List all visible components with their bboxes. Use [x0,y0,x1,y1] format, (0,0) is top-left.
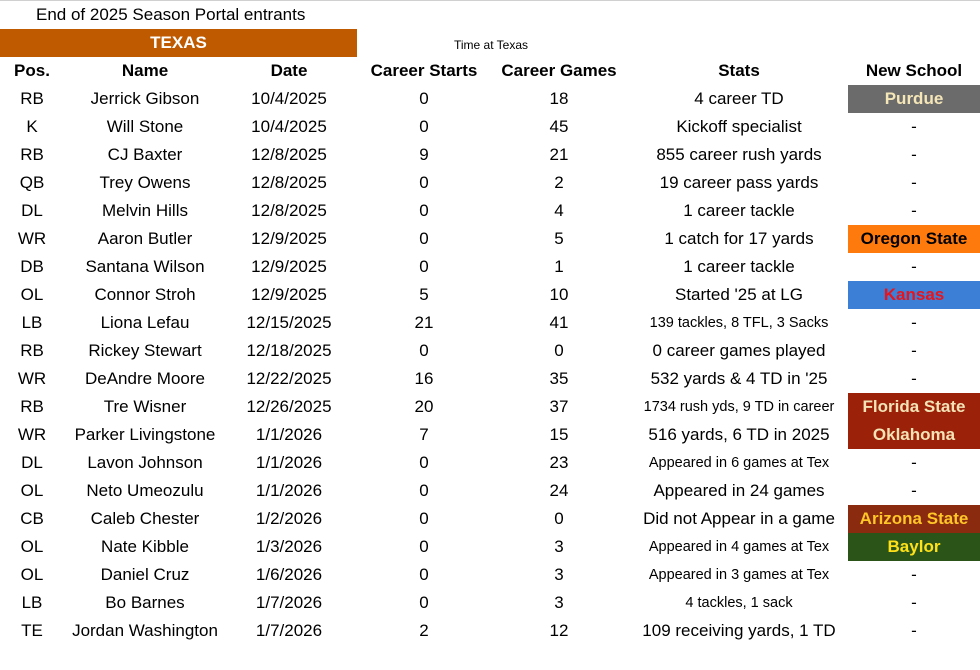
cell-career-games: 2 [554,173,564,192]
cell-career-starts: 16 [414,369,434,388]
cell-date: 1/7/2026 [255,593,323,612]
cell-name: Trey Owens [99,173,191,192]
cell-name: Nate Kibble [101,537,189,556]
cell-date: 1/2/2026 [255,509,323,528]
cell-pos: DB [20,257,44,276]
table-row [0,421,980,449]
cell-stats: Kickoff specialist [676,117,802,136]
cell-date: 1/3/2026 [255,537,323,556]
cell-name: Santana Wilson [85,257,205,276]
cell-new-school: - [911,173,917,192]
cell-new-school: - [911,145,917,164]
cell-career-games: 3 [554,593,564,612]
cell-name: Lavon Johnson [87,453,203,472]
cell-pos: WR [17,425,47,444]
cell-pos: OL [20,481,44,500]
cell-pos: OL [20,565,44,584]
cell-career-starts: 0 [419,341,429,360]
cell-stats: 1734 rush yds, 9 TD in career [643,399,835,415]
cell-stats: 139 tackles, 8 TFL, 3 Sacks [649,315,829,331]
cell-name: Parker Livingstone [74,425,216,444]
cell-pos: RB [20,341,44,360]
cell-name: Tre Wisner [103,397,187,416]
cell-pos: LB [21,313,43,332]
column-header-career-games: Career Games [501,61,617,80]
cell-stats: Started '25 at LG [675,285,803,304]
table-row [0,253,980,281]
cell-career-starts: 0 [419,453,429,472]
cell-career-starts: 0 [419,257,429,276]
new-school-badge: Florida State [848,393,980,421]
cell-pos: DL [21,201,43,220]
cell-stats: 1 catch for 17 yards [664,229,814,248]
cell-career-starts: 0 [419,229,429,248]
cell-pos: RB [20,89,44,108]
column-header-pos: Pos. [14,61,50,80]
cell-pos: OL [20,285,44,304]
cell-new-school: - [911,117,917,136]
table-row [0,561,980,589]
cell-new-school: - [911,593,917,612]
table-row [0,617,980,645]
time-at-texas-note: Time at Texas [454,38,529,52]
cell-stats: Did not Appear in a game [643,509,835,528]
table-row [0,141,980,169]
cell-career-starts: 7 [419,425,429,444]
cell-stats: 532 yards & 4 TD in '25 [650,369,828,388]
cell-pos: TE [21,621,43,640]
cell-name: Caleb Chester [90,509,200,528]
cell-name: Jordan Washington [72,621,218,640]
sheet-top-border [0,0,980,1]
cell-career-games: 3 [554,537,564,556]
cell-name: Liona Lefau [100,313,190,332]
new-school-badge: Kansas [848,281,980,309]
table-row [0,393,980,421]
cell-stats: 0 career games played [652,341,826,360]
cell-date: 12/18/2025 [246,341,332,360]
column-header-career-starts: Career Starts [370,61,478,80]
cell-career-games: 3 [554,565,564,584]
cell-career-starts: 0 [419,173,429,192]
cell-career-games: 0 [554,341,564,360]
table-row [0,197,980,225]
cell-career-starts: 0 [419,89,429,108]
cell-career-games: 1 [554,257,564,276]
new-school-badge: Oklahoma [848,421,980,449]
cell-career-starts: 0 [419,117,429,136]
cell-career-games: 10 [549,285,569,304]
cell-name: Daniel Cruz [100,565,190,584]
cell-career-games: 45 [549,117,569,136]
cell-stats: Appeared in 3 games at Tex [648,567,830,583]
cell-date: 12/8/2025 [251,145,327,164]
cell-career-starts: 9 [419,145,429,164]
sheet-title: End of 2025 Season Portal entrants [36,5,306,24]
cell-stats: 516 yards, 6 TD in 2025 [648,425,830,444]
cell-stats: 1 career tackle [683,257,795,276]
cell-name: Bo Barnes [105,593,185,612]
new-school-badge: Oregon State [848,225,980,253]
cell-date: 1/6/2026 [255,565,323,584]
cell-pos: K [26,117,38,136]
cell-career-games: 18 [549,89,569,108]
cell-career-starts: 0 [419,537,429,556]
cell-career-starts: 5 [419,285,429,304]
cell-name: DeAndre Moore [84,369,205,388]
table-row [0,449,980,477]
column-header-stats: Stats [718,61,760,80]
table-header-row [0,57,980,85]
cell-pos: RB [20,145,44,164]
table-row [0,281,980,309]
cell-name: Aaron Butler [97,229,193,248]
cell-pos: WR [17,229,47,248]
cell-date: 12/22/2025 [246,369,332,388]
cell-career-starts: 0 [419,509,429,528]
cell-name: CJ Baxter [107,145,183,164]
cell-new-school: - [911,257,917,276]
column-header-name: Name [121,61,169,80]
table-row [0,169,980,197]
column-header-date: Date [270,61,308,80]
cell-stats: Appeared in 6 games at Tex [648,455,830,471]
cell-pos: WR [17,369,47,388]
cell-name: Melvin Hills [102,201,188,220]
cell-stats: Appeared in 4 games at Tex [648,539,830,555]
cell-name: Connor Stroh [94,285,196,304]
cell-stats: 4 tackles, 1 sack [685,595,793,611]
cell-career-games: 15 [549,425,569,444]
column-header-new-school: New School [865,61,963,80]
cell-career-starts: 0 [419,481,429,500]
cell-date: 12/26/2025 [246,397,332,416]
cell-date: 12/8/2025 [251,201,327,220]
cell-new-school: - [911,621,917,640]
new-school-badge: Baylor [848,533,980,561]
cell-date: 1/1/2026 [255,453,323,472]
cell-date: 1/1/2026 [255,481,323,500]
cell-pos: QB [19,173,45,192]
cell-date: 12/9/2025 [251,285,327,304]
cell-career-games: 21 [549,145,569,164]
cell-pos: LB [21,593,43,612]
table-row [0,85,980,113]
new-school-badge: Purdue [848,85,980,113]
cell-new-school: - [911,481,917,500]
cell-career-games: 4 [554,201,564,220]
cell-date: 10/4/2025 [251,117,327,136]
cell-date: 12/9/2025 [251,257,327,276]
cell-name: Rickey Stewart [88,341,202,360]
cell-new-school: - [911,201,917,220]
cell-new-school: - [911,313,917,332]
cell-career-starts: 0 [419,201,429,220]
cell-new-school: - [911,341,917,360]
cell-new-school: - [911,565,917,584]
cell-career-games: 35 [549,369,569,388]
table-row [0,309,980,337]
cell-pos: RB [20,397,44,416]
cell-career-starts: 20 [414,397,434,416]
cell-career-games: 12 [549,621,569,640]
cell-name: Will Stone [106,117,184,136]
cell-stats: 1 career tackle [683,201,795,220]
cell-date: 12/15/2025 [246,313,332,332]
cell-date: 12/8/2025 [251,173,327,192]
cell-career-games: 41 [549,313,569,332]
cell-pos: DL [21,453,43,472]
cell-date: 1/7/2026 [255,621,323,640]
table-row [0,505,980,533]
cell-date: 12/9/2025 [251,229,327,248]
cell-career-games: 37 [549,397,569,416]
new-school-badge: Arizona State [848,505,980,533]
cell-new-school: - [911,369,917,388]
team-banner: TEXAS [0,29,357,57]
cell-career-starts: 0 [419,593,429,612]
cell-stats: 19 career pass yards [659,173,819,192]
cell-name: Neto Umeozulu [86,481,204,500]
cell-career-games: 0 [554,509,564,528]
cell-pos: OL [20,537,44,556]
cell-stats: 855 career rush yards [656,145,822,164]
cell-pos: CB [20,509,44,528]
table-row [0,589,980,617]
cell-stats: Appeared in 24 games [653,481,825,500]
table-row [0,365,980,393]
cell-career-games: 23 [549,453,569,472]
cell-career-games: 24 [549,481,569,500]
table-row [0,113,980,141]
table-row [0,477,980,505]
cell-stats: 109 receiving yards, 1 TD [642,621,836,640]
cell-career-starts: 21 [414,313,434,332]
cell-career-starts: 2 [419,621,429,640]
cell-date: 1/1/2026 [255,425,323,444]
table-row [0,337,980,365]
cell-career-starts: 0 [419,565,429,584]
cell-stats: 4 career TD [694,89,784,108]
cell-new-school: - [911,453,917,472]
table-row [0,533,980,561]
table-row [0,225,980,253]
cell-date: 10/4/2025 [251,89,327,108]
cell-name: Jerrick Gibson [90,89,200,108]
cell-career-games: 5 [554,229,564,248]
